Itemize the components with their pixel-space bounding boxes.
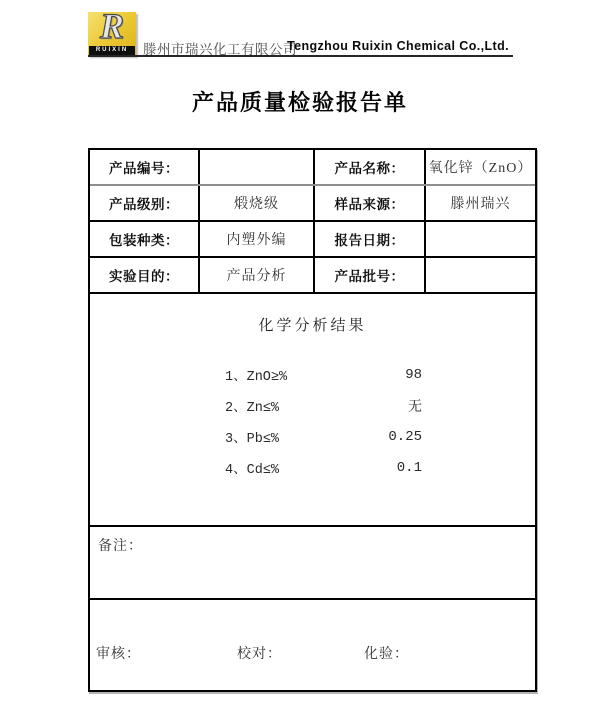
logo-r-glyph: R xyxy=(99,6,124,46)
logo-brand-text: RUIXIN xyxy=(89,46,135,55)
analysis-item-value: 0.1 xyxy=(396,459,422,476)
analysis-item-label: 2、Zn≤% xyxy=(225,401,280,416)
company-logo xyxy=(88,6,136,56)
remarks-label: 备注： xyxy=(98,539,143,554)
analysis-section xyxy=(90,294,535,527)
field-label-product-number: 产品编号： xyxy=(90,150,200,184)
field-value-report-date xyxy=(426,222,535,256)
signature-test-label: 化验： xyxy=(364,647,409,662)
field-label-product-grade: 产品级别： xyxy=(90,186,200,220)
analysis-item-label: 4、Cd≤% xyxy=(225,463,280,478)
analysis-item-value: 98 xyxy=(405,366,422,383)
table-row-packing-type xyxy=(90,222,535,258)
field-value-test-purpose: 产品分析 xyxy=(200,258,315,292)
header-divider xyxy=(88,55,513,57)
field-value-batch-number xyxy=(426,258,535,292)
signature-review-label: 审核： xyxy=(96,647,141,662)
remarks-section xyxy=(90,527,535,600)
field-value-product-number xyxy=(200,150,315,184)
page-title: 产品质量检验报告单 xyxy=(191,90,408,115)
analysis-item-value: 0.25 xyxy=(388,428,422,445)
analysis-item-zn xyxy=(225,390,422,421)
table-row-product-grade xyxy=(90,186,535,222)
table-row-product-number xyxy=(90,150,535,186)
analysis-item-pb xyxy=(225,421,422,452)
field-value-product-name: 氧化锌（ZnO） xyxy=(428,161,533,176)
analysis-items xyxy=(225,359,422,483)
analysis-item-zno xyxy=(225,359,422,390)
analysis-item-value: 无 xyxy=(408,399,422,416)
company-name-chinese: 滕州市瑞兴化工有限公司 xyxy=(143,42,297,57)
field-value-packing-type: 内塑外编 xyxy=(200,222,315,256)
field-label-product-name: 产品名称： xyxy=(315,150,426,184)
field-label-batch-number: 产品批号： xyxy=(315,258,426,292)
analysis-section-title: 化学分析结果 xyxy=(258,318,367,334)
field-value-product-grade: 煅烧级 xyxy=(200,186,315,220)
table-row-test-purpose xyxy=(90,258,535,294)
field-label-sample-source: 样品来源： xyxy=(315,186,426,220)
field-label-test-purpose: 实验目的： xyxy=(90,258,200,292)
company-name-english: Tengzhou Ruixin Chemical Co.,Ltd. xyxy=(287,39,509,53)
field-value-sample-source: 滕州瑞兴 xyxy=(450,197,511,212)
analysis-item-label: 3、Pb≤% xyxy=(225,432,280,447)
report-table xyxy=(88,148,537,692)
analysis-item-cd xyxy=(225,452,422,483)
field-label-packing-type: 包装种类： xyxy=(90,222,200,256)
analysis-item-label: 1、ZnO≥% xyxy=(225,370,288,385)
field-label-report-date: 报告日期： xyxy=(315,222,426,256)
signatures-section xyxy=(90,600,535,690)
signature-proofread-label: 校对： xyxy=(237,647,282,662)
